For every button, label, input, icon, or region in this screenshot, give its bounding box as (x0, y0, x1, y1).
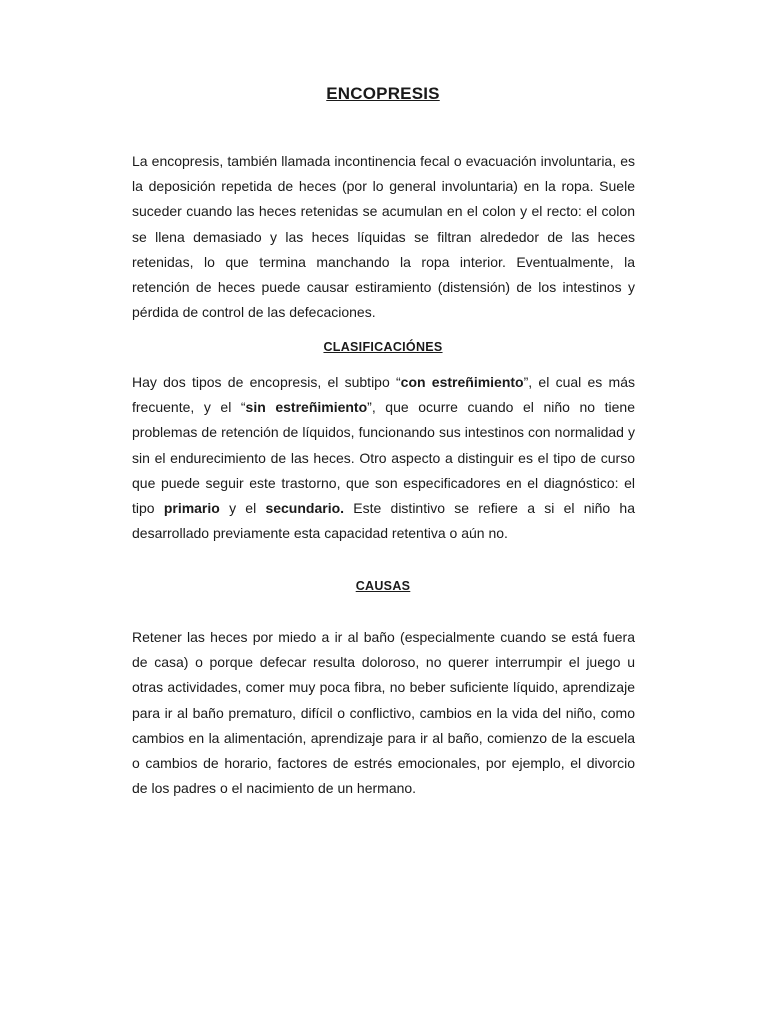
bold-term-con-estrenimiento: con estreñimiento (400, 374, 524, 390)
text-fragment: ”, que ocurre cuando el niño no tiene problemas de retención de líquidos, funcionando sus intestinos con normalidad y sin el endurecimiento de las heces. Otro aspecto a distinguir es el tipo de curso que puede seguir este trastorno, que son especificadores en el diagnóstico: el tipo (132, 399, 635, 517)
clasificaciones-paragraph (132, 370, 635, 546)
causas-heading: CAUSAS (355, 579, 411, 593)
intro-paragraph: La encopresis, también llamada incontinencia fecal o evacuación involuntaria, es la deposición repetida de heces (por lo general involuntaria) en la ropa. Suele suceder cuando las heces retenidas se acumulan en el colon y el recto: el colon se llena demasiado y las heces líquidas se filtran alrededor de las heces retenidas, lo que termina manchando la ropa interior. Eventualmente, la retención de heces puede causar estiramiento (distensión) de los intestinos y pérdida de control de las defecaciones. (132, 153, 635, 321)
text-fragment: Hay dos tipos de encopresis, el subtipo “ (132, 374, 401, 390)
bold-term-secundario: secundario. (265, 500, 345, 517)
causas-paragraph: Retener las heces por miedo a ir al baño (especialmente cuando se está fuera de casa) o porque defecar resulta doloroso, no querer interrumpir el juego u otras actividades, comer muy poca fibra, no beber suficiente líquido, aprendizaje para ir al baño prematuro, difícil o conflictivo, cambios en la vida del niño, como cambios en la alimentación, aprendizaje para ir al baño, comienzo de la escuela o cambios de horario, factores de estrés emocionales, por ejemplo, el divorcio de los padres o el nacimiento de un hermano. (132, 629, 635, 797)
text-fragment: ”, el cual es más frecuente, y el “ (132, 374, 635, 416)
clasificaciones-heading: CLASIFICACIÓNES (323, 340, 443, 354)
text-fragment: Este distintivo se refiere a si el niño ha desarrollado previamente esta capacidad retentiva o aún no. (132, 500, 635, 542)
bold-term-primario: primario (163, 500, 220, 517)
text-fragment: y el (219, 500, 266, 517)
bold-term-sin-estrenimiento: sin estreñimiento (245, 399, 368, 416)
document-title: ENCOPRESIS (326, 84, 440, 103)
